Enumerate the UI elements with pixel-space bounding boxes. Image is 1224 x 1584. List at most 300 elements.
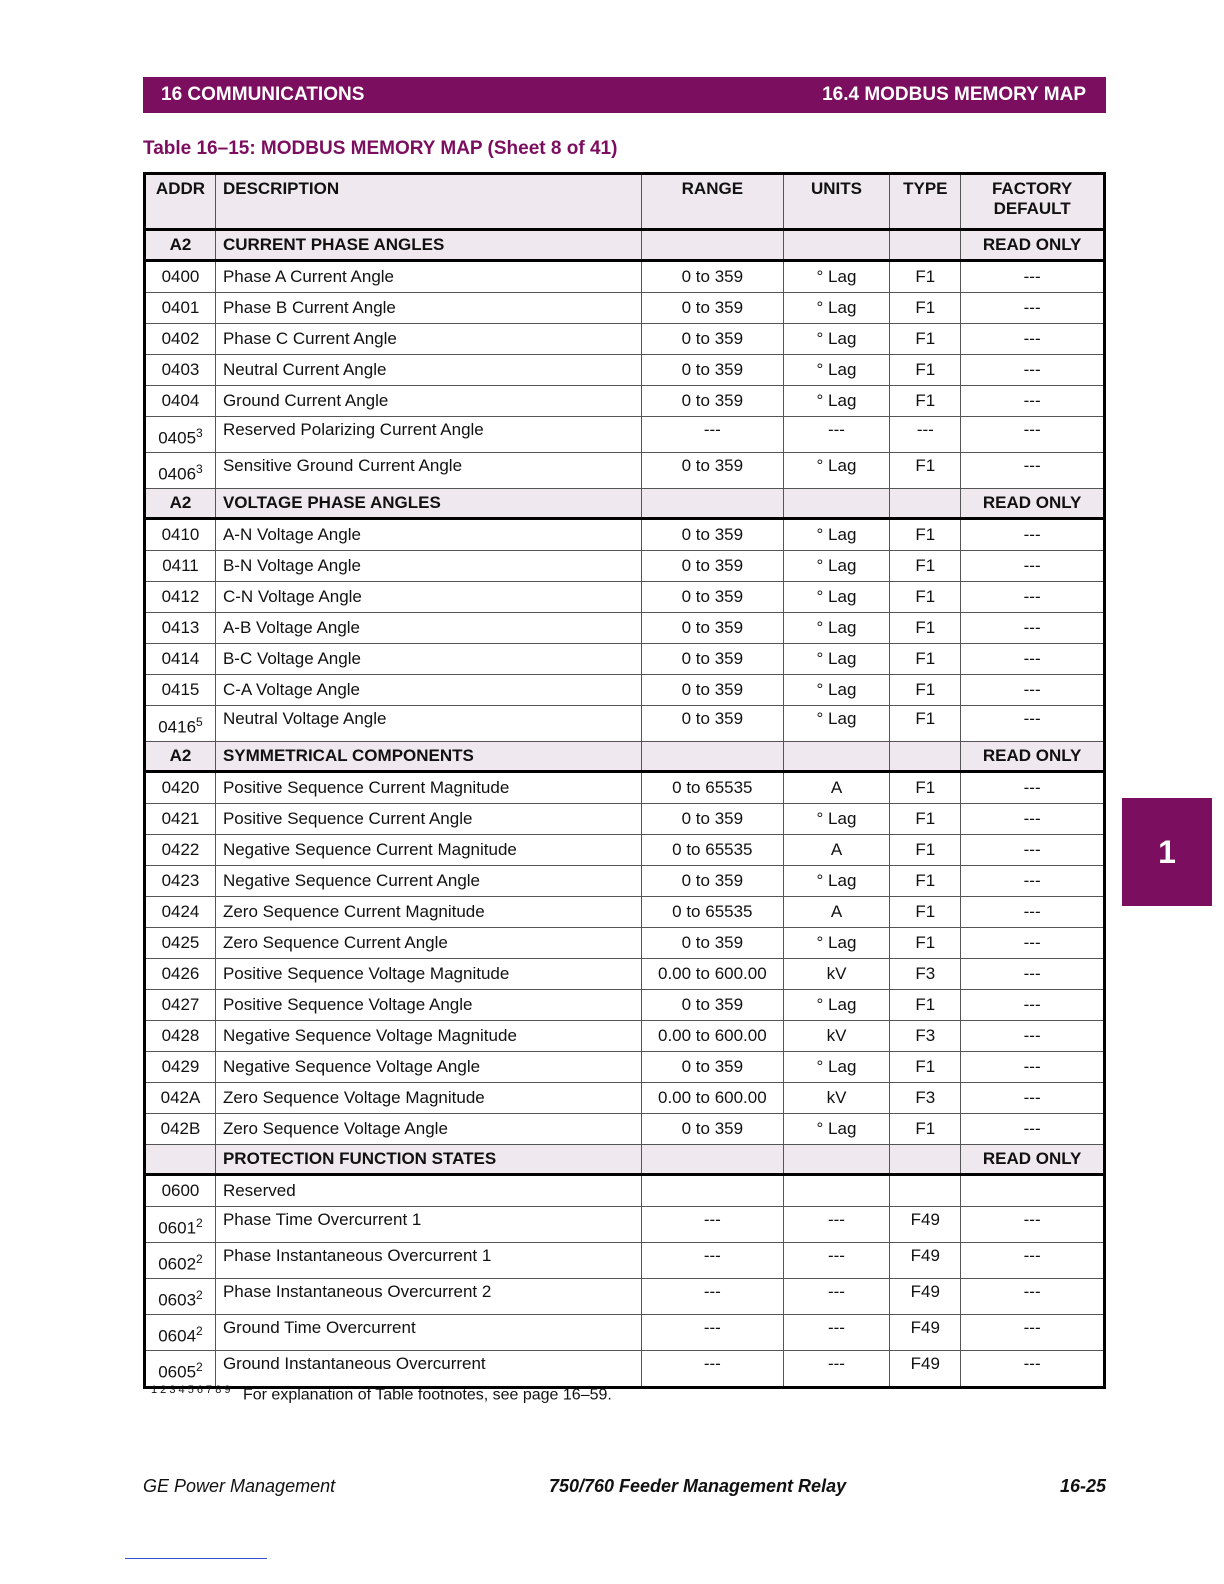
cell-addr (145, 324, 216, 355)
footnote-numbers: 1 2 3 4 5 6 7 8 9 (151, 1384, 231, 1396)
cell-description: C-N Voltage Angle (215, 582, 641, 613)
cell-range: 0 to 359 (642, 551, 784, 582)
table-row (145, 1315, 1105, 1351)
cell-description: Phase Instantaneous Overcurrent 1 (215, 1243, 641, 1279)
cell-factory-default: --- (961, 835, 1105, 866)
cell-type: F49 (890, 1315, 961, 1351)
table-row (145, 959, 1105, 990)
cell-range: 0 to 359 (642, 261, 784, 293)
cell-description: Positive Sequence Current Magnitude (215, 772, 641, 804)
cell-type: F1 (890, 1114, 961, 1145)
cell-range: 0 to 359 (642, 453, 784, 489)
section-empty-cell (783, 1145, 890, 1175)
cell-description: Negative Sequence Current Magnitude (215, 835, 641, 866)
cell-units: ° Lag (783, 453, 890, 489)
cell-units: A (783, 897, 890, 928)
cell-units: ° Lag (783, 324, 890, 355)
table-footnote (151, 1384, 612, 1404)
cell-units: ° Lag (783, 261, 890, 293)
cell-units: ° Lag (783, 613, 890, 644)
cell-description: Phase A Current Angle (215, 261, 641, 293)
cell-units: ° Lag (783, 928, 890, 959)
cell-addr (145, 1207, 216, 1243)
cell-range: 0 to 359 (642, 1052, 784, 1083)
cell-type: F1 (890, 1052, 961, 1083)
address-value: 0426 (161, 964, 200, 983)
cell-range: 0 to 359 (642, 675, 784, 706)
footnote-ref: 2 (196, 1252, 203, 1267)
cell-type: F3 (890, 959, 961, 990)
cell-type: F1 (890, 835, 961, 866)
col-header-units: UNITS (783, 174, 890, 230)
col-header-factory-default: FACTORY DEFAULT (961, 174, 1105, 230)
cell-factory-default: --- (961, 866, 1105, 897)
cell-description: A-N Voltage Angle (215, 519, 641, 551)
cell-addr (145, 453, 216, 489)
section-addr: A2 (145, 489, 216, 519)
cell-units: ° Lag (783, 293, 890, 324)
cell-type: F49 (890, 1207, 961, 1243)
cell-type (890, 1175, 961, 1207)
cell-range: 0.00 to 600.00 (642, 1083, 784, 1114)
cell-addr (145, 1351, 216, 1388)
bottom-rule (125, 1558, 267, 1559)
cell-factory-default: --- (961, 990, 1105, 1021)
footnote-ref: 2 (196, 1288, 203, 1303)
cell-type: F1 (890, 582, 961, 613)
table-row (145, 1279, 1105, 1315)
cell-units: A (783, 835, 890, 866)
address-value: 0601 (158, 1219, 197, 1238)
section-title: VOLTAGE PHASE ANGLES (215, 489, 641, 519)
cell-range: 0 to 359 (642, 324, 784, 355)
cell-description: Neutral Current Angle (215, 355, 641, 386)
col-header-range: RANGE (642, 174, 784, 230)
section-title: CURRENT PHASE ANGLES (215, 230, 641, 261)
footnote-ref: 2 (196, 1216, 203, 1231)
section-empty-cell (890, 230, 961, 261)
cell-units: ° Lag (783, 675, 890, 706)
cell-factory-default: --- (961, 706, 1105, 742)
cell-range: 0 to 359 (642, 1114, 784, 1145)
cell-range: 0.00 to 600.00 (642, 1021, 784, 1052)
cell-addr (145, 261, 216, 293)
cell-type: F1 (890, 324, 961, 355)
address-value: 0603 (158, 1291, 197, 1310)
section-access: READ ONLY (961, 1145, 1105, 1175)
section-header-row (145, 1145, 1105, 1175)
section-title: SYMMETRICAL COMPONENTS (215, 742, 641, 772)
cell-addr (145, 293, 216, 324)
cell-description: Phase C Current Angle (215, 324, 641, 355)
table-row (145, 1243, 1105, 1279)
cell-range: --- (642, 1243, 784, 1279)
footnote-ref: 3 (196, 462, 203, 477)
cell-description: Neutral Voltage Angle (215, 706, 641, 742)
cell-addr (145, 1279, 216, 1315)
cell-addr (145, 613, 216, 644)
table-row (145, 897, 1105, 928)
cell-type: F1 (890, 706, 961, 742)
page-footer (143, 1476, 1106, 1497)
cell-units: --- (783, 417, 890, 453)
cell-type: F1 (890, 675, 961, 706)
section-title: PROTECTION FUNCTION STATES (215, 1145, 641, 1175)
table-row (145, 324, 1105, 355)
cell-range: 0 to 359 (642, 928, 784, 959)
cell-range: --- (642, 1315, 784, 1351)
section-empty-cell (642, 230, 784, 261)
cell-description: Negative Sequence Voltage Magnitude (215, 1021, 641, 1052)
table-row (145, 1052, 1105, 1083)
cell-units: ° Lag (783, 1052, 890, 1083)
address-value: 0420 (161, 778, 200, 797)
cell-factory-default: --- (961, 1243, 1105, 1279)
cell-range: 0 to 359 (642, 990, 784, 1021)
table-row (145, 417, 1105, 453)
table-row (145, 1351, 1105, 1388)
cell-range: 0 to 359 (642, 519, 784, 551)
footnote-text: For explanation of Table footnotes, see page 16–59. (242, 1386, 612, 1404)
cell-type: F1 (890, 261, 961, 293)
address-value: 0411 (162, 556, 199, 575)
section-empty-cell (783, 230, 890, 261)
cell-type: F1 (890, 386, 961, 417)
cell-description: Ground Instantaneous Overcurrent (215, 1351, 641, 1388)
cell-addr (145, 959, 216, 990)
cell-factory-default: --- (961, 613, 1105, 644)
cell-range: 0 to 65535 (642, 897, 784, 928)
cell-addr (145, 1315, 216, 1351)
cell-factory-default: --- (961, 1021, 1105, 1052)
cell-type: F1 (890, 772, 961, 804)
cell-units: --- (783, 1315, 890, 1351)
table-row (145, 644, 1105, 675)
cell-type: F1 (890, 866, 961, 897)
cell-factory-default: --- (961, 928, 1105, 959)
cell-factory-default: --- (961, 897, 1105, 928)
cell-addr (145, 519, 216, 551)
address-value: 0425 (161, 933, 200, 952)
cell-factory-default: --- (961, 1052, 1105, 1083)
cell-description: Reserved Polarizing Current Angle (215, 417, 641, 453)
cell-units: --- (783, 1351, 890, 1388)
footnote-ref: 2 (196, 1324, 203, 1339)
cell-units: ° Lag (783, 355, 890, 386)
section-addr: A2 (145, 742, 216, 772)
cell-description: Positive Sequence Current Angle (215, 804, 641, 835)
cell-units: kV (783, 1021, 890, 1052)
cell-units: ° Lag (783, 1114, 890, 1145)
address-value: 0424 (161, 902, 200, 921)
table-row (145, 835, 1105, 866)
cell-addr (145, 644, 216, 675)
section-header-row (145, 489, 1105, 519)
cell-units: --- (783, 1243, 890, 1279)
cell-description: Ground Current Angle (215, 386, 641, 417)
address-value: 0410 (161, 525, 200, 544)
address-value: 0406 (158, 465, 197, 484)
address-value: 0423 (161, 871, 200, 890)
section-empty-cell (642, 489, 784, 519)
address-value: 0404 (161, 391, 200, 410)
cell-type: F1 (890, 897, 961, 928)
table-row (145, 675, 1105, 706)
address-value: 0422 (161, 840, 200, 859)
cell-range: 0 to 359 (642, 804, 784, 835)
cell-units: ° Lag (783, 706, 890, 742)
table-header-row (145, 174, 1105, 230)
section-empty-cell (642, 742, 784, 772)
cell-range: 0 to 359 (642, 582, 784, 613)
cell-units: kV (783, 959, 890, 990)
cell-range (642, 1175, 784, 1207)
cell-description: Negative Sequence Voltage Angle (215, 1052, 641, 1083)
section-header-row (145, 230, 1105, 261)
address-value: 0600 (161, 1181, 200, 1200)
table-row (145, 866, 1105, 897)
cell-addr (145, 551, 216, 582)
footnote-ref: 5 (196, 715, 203, 730)
cell-units: kV (783, 1083, 890, 1114)
cell-type: F49 (890, 1243, 961, 1279)
table-row (145, 1021, 1105, 1052)
cell-addr (145, 866, 216, 897)
section-access: READ ONLY (961, 742, 1105, 772)
cell-range: --- (642, 1279, 784, 1315)
cell-addr (145, 675, 216, 706)
cell-factory-default: --- (961, 1114, 1105, 1145)
cell-range: --- (642, 1207, 784, 1243)
cell-type: F1 (890, 613, 961, 644)
cell-type: --- (890, 417, 961, 453)
cell-range: 0 to 359 (642, 866, 784, 897)
table-row (145, 772, 1105, 804)
cell-units: ° Lag (783, 644, 890, 675)
address-value: 0400 (161, 267, 200, 286)
cell-addr (145, 1243, 216, 1279)
cell-units: --- (783, 1279, 890, 1315)
table-row (145, 706, 1105, 742)
address-value: 0428 (161, 1026, 200, 1045)
cell-factory-default: --- (961, 519, 1105, 551)
table-row (145, 1083, 1105, 1114)
cell-type: F49 (890, 1351, 961, 1388)
cell-addr (145, 355, 216, 386)
cell-addr (145, 1114, 216, 1145)
cell-factory-default: --- (961, 386, 1105, 417)
address-value: 0402 (161, 329, 200, 348)
cell-addr (145, 1052, 216, 1083)
cell-units: --- (783, 1207, 890, 1243)
cell-factory-default: --- (961, 551, 1105, 582)
cell-type: F1 (890, 990, 961, 1021)
address-value: 0602 (158, 1255, 197, 1274)
section-addr: A2 (145, 230, 216, 261)
table-row (145, 990, 1105, 1021)
cell-description: Phase Instantaneous Overcurrent 2 (215, 1279, 641, 1315)
cell-range: 0 to 359 (642, 386, 784, 417)
address-value: 0421 (161, 809, 200, 828)
table-row (145, 804, 1105, 835)
table-row (145, 386, 1105, 417)
address-value: 042B (160, 1119, 201, 1138)
table-row (145, 582, 1105, 613)
cell-factory-default: --- (961, 959, 1105, 990)
cell-range: 0 to 359 (642, 644, 784, 675)
section-empty-cell (642, 1145, 784, 1175)
section-empty-cell (783, 742, 890, 772)
cell-type: F3 (890, 1083, 961, 1114)
cell-type: F1 (890, 644, 961, 675)
address-value: 0605 (158, 1363, 197, 1382)
cell-factory-default: --- (961, 644, 1105, 675)
cell-units: ° Lag (783, 519, 890, 551)
cell-factory-default: --- (961, 1351, 1105, 1388)
cell-units: ° Lag (783, 990, 890, 1021)
table-row (145, 355, 1105, 386)
cell-addr (145, 582, 216, 613)
cell-factory-default: --- (961, 582, 1105, 613)
cell-addr (145, 386, 216, 417)
cell-factory-default: --- (961, 355, 1105, 386)
cell-description: Zero Sequence Voltage Angle (215, 1114, 641, 1145)
cell-factory-default: --- (961, 1083, 1105, 1114)
cell-type: F1 (890, 355, 961, 386)
address-value: 0412 (161, 587, 200, 606)
cell-description: Reserved (215, 1175, 641, 1207)
cell-range: 0 to 65535 (642, 772, 784, 804)
cell-factory-default (961, 1175, 1105, 1207)
cell-factory-default: --- (961, 417, 1105, 453)
cell-addr (145, 990, 216, 1021)
table-title: Table 16–15: MODBUS MEMORY MAP (Sheet 8 of 41) (143, 138, 618, 159)
cell-units: ° Lag (783, 804, 890, 835)
cell-description: Zero Sequence Voltage Magnitude (215, 1083, 641, 1114)
section-title: 16.4 MODBUS MEMORY MAP (822, 84, 1086, 105)
cell-type: F49 (890, 1279, 961, 1315)
cell-units: ° Lag (783, 866, 890, 897)
address-value: 0403 (161, 360, 200, 379)
cell-factory-default: --- (961, 1315, 1105, 1351)
cell-range: 0 to 359 (642, 613, 784, 644)
cell-factory-default: --- (961, 1279, 1105, 1315)
cell-description: Zero Sequence Current Magnitude (215, 897, 641, 928)
cell-addr (145, 706, 216, 742)
table-row (145, 1175, 1105, 1207)
cell-type: F1 (890, 804, 961, 835)
cell-range: 0 to 65535 (642, 835, 784, 866)
cell-factory-default: --- (961, 261, 1105, 293)
address-value: 0416 (158, 718, 197, 737)
table-row (145, 293, 1105, 324)
cell-range: 0 to 359 (642, 706, 784, 742)
cell-description: Phase B Current Angle (215, 293, 641, 324)
cell-addr (145, 928, 216, 959)
footnote-ref: 3 (196, 426, 203, 441)
cell-type: F1 (890, 928, 961, 959)
footer-page-number: 16-25 (1059, 1476, 1106, 1496)
table-row (145, 453, 1105, 489)
section-access: READ ONLY (961, 489, 1105, 519)
address-value: 0429 (161, 1057, 200, 1076)
cell-type: F1 (890, 551, 961, 582)
section-empty-cell (890, 742, 961, 772)
cell-factory-default: --- (961, 324, 1105, 355)
cell-units (783, 1175, 890, 1207)
cell-addr (145, 897, 216, 928)
cell-description: C-A Voltage Angle (215, 675, 641, 706)
cell-addr (145, 1021, 216, 1052)
address-value: 0415 (161, 680, 200, 699)
cell-range: --- (642, 1351, 784, 1388)
table-row (145, 519, 1105, 551)
table-row (145, 1114, 1105, 1145)
cell-description: Sensitive Ground Current Angle (215, 453, 641, 489)
col-header-description: DESCRIPTION (215, 174, 641, 230)
table-row (145, 1207, 1105, 1243)
chapter-side-tab: 1 (1122, 798, 1212, 906)
cell-description: Positive Sequence Voltage Angle (215, 990, 641, 1021)
cell-units: A (783, 772, 890, 804)
page-header-bar (143, 77, 1106, 113)
cell-description: B-C Voltage Angle (215, 644, 641, 675)
cell-description: Ground Time Overcurrent (215, 1315, 641, 1351)
section-empty-cell (890, 1145, 961, 1175)
cell-type: F1 (890, 453, 961, 489)
col-header-addr: ADDR (145, 174, 216, 230)
cell-factory-default: --- (961, 804, 1105, 835)
cell-addr (145, 417, 216, 453)
section-header-row (145, 742, 1105, 772)
footer-product: 750/760 Feeder Management Relay (548, 1476, 847, 1496)
cell-addr (145, 835, 216, 866)
section-access: READ ONLY (961, 230, 1105, 261)
section-empty-cell (890, 489, 961, 519)
table-row (145, 928, 1105, 959)
footer-company: GE Power Management (143, 1476, 336, 1496)
address-value: 0427 (161, 995, 200, 1014)
cell-type: F1 (890, 519, 961, 551)
cell-factory-default: --- (961, 453, 1105, 489)
address-value: 0604 (158, 1327, 197, 1346)
section-empty-cell (783, 489, 890, 519)
cell-range: --- (642, 417, 784, 453)
cell-addr (145, 1083, 216, 1114)
cell-addr (145, 772, 216, 804)
footnote-ref: 2 (196, 1360, 203, 1375)
cell-units: ° Lag (783, 386, 890, 417)
cell-range: 0 to 359 (642, 355, 784, 386)
cell-description: B-N Voltage Angle (215, 551, 641, 582)
table-row (145, 613, 1105, 644)
cell-description: Positive Sequence Voltage Magnitude (215, 959, 641, 990)
cell-addr (145, 804, 216, 835)
table-row (145, 551, 1105, 582)
cell-addr (145, 1175, 216, 1207)
modbus-memory-map-table (143, 172, 1106, 1389)
cell-type: F3 (890, 1021, 961, 1052)
address-value: 042A (160, 1088, 201, 1107)
cell-description: Zero Sequence Current Angle (215, 928, 641, 959)
cell-description: Negative Sequence Current Angle (215, 866, 641, 897)
cell-factory-default: --- (961, 293, 1105, 324)
cell-type: F1 (890, 293, 961, 324)
col-header-type: TYPE (890, 174, 961, 230)
address-value: 0405 (158, 429, 197, 448)
address-value: 0401 (161, 298, 200, 317)
address-value: 0414 (161, 649, 200, 668)
